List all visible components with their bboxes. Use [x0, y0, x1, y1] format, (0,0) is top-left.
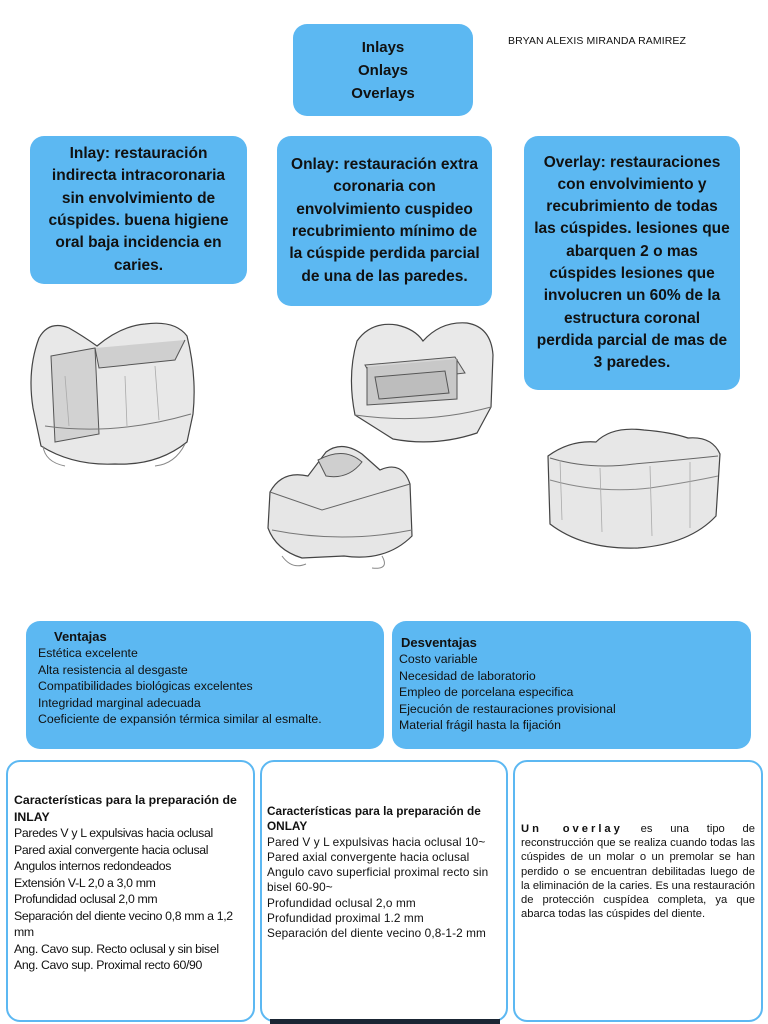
overlay-definition-box	[524, 136, 740, 390]
desventajas-list	[399, 651, 741, 733]
list-item: Ejecución de restauraciones provisional	[399, 701, 616, 716]
onlay-card-list	[267, 835, 498, 942]
list-item: Profundidad proximal 1.2 mm	[267, 911, 424, 926]
inlay-tooth-drawing	[25, 316, 197, 468]
list-item: Pared axial convergente hacia oclusal	[267, 849, 470, 864]
list-item: Ang. Cavo sup. Recto oclusal y sin bisel	[14, 941, 219, 956]
list-item: Pared axial convergente hacia oclusal	[14, 842, 209, 857]
ventajas-list	[38, 645, 374, 727]
onlay-tooth-drawing	[345, 315, 497, 445]
overlay-text: es una tipo de reconstrucción que se realiza cuando todas las cúspides de un molar o un premolar se han perdido o se encuentran debilitadas luego de la eliminación de la caries. Es una restauración de protección cuspídea completa, ya que abarca todas las cúspides del diente.	[521, 823, 755, 921]
list-item: Profundidad oclusal 2,0 mm	[14, 892, 158, 906]
overlay-definition: Overlay: restauraciones con envolvimiento y recubrimiento de todas las cúspides. lesiones que abarquen 2 o mas cúspides lesiones que involucren un 60% de la estructura coronal perdida parcial de mas de 3 paredes.	[534, 153, 730, 372]
title-line-onlays: Onlays	[357, 61, 409, 79]
list-item: Extensión V-L 2,0 a 3,0 mm	[14, 875, 156, 890]
list-item: Separación del diente vecino 0,8 mm a 1,2 mm	[14, 908, 233, 939]
list-item: Costo variable	[399, 652, 478, 667]
onlay-preparation-card	[260, 760, 508, 1022]
onlay-tooth-drawing-2	[262, 440, 416, 580]
list-item: Angulos internos redondeados	[14, 859, 172, 873]
inlay-card-title: Características para la preparación de INLAY	[14, 793, 237, 824]
list-item: Profundidad oclusal 2,o mm	[267, 895, 416, 910]
overlay-tooth-drawing	[540, 420, 724, 556]
inlay-definition-box	[30, 136, 247, 284]
list-item: Material frágil hasta la fijación	[399, 718, 561, 733]
inlay-definition: Inlay: restauración indirecta intracoronaria sin envolvimiento de cúspides. buena higiene oral baja incidencia en caries.	[48, 145, 229, 274]
title-line-inlays: Inlays	[361, 38, 405, 56]
list-item: Separación del diente vecino 0,8-1-2 mm	[267, 926, 486, 941]
desventajas-box	[392, 621, 751, 749]
list-item: Angulo cavo superficial proximal recto sin bisel 60-90~	[267, 865, 489, 895]
onlay-definition: Onlay: restauración extra coronaria con envolvimiento cuspideo recubrimiento mínimo de la cúspide perdida parcial de una de las paredes.	[289, 156, 480, 285]
list-item: Compatibilidades biológicas excelentes	[38, 679, 253, 694]
overlay-description-card	[513, 760, 763, 1022]
list-item: Empleo de porcelana especifica	[399, 685, 574, 700]
onlay-card-title: Características para la preparación de ONLAY	[267, 804, 481, 834]
desventajas-title: Desventajas	[401, 635, 477, 650]
list-item: Coeficiente de expansión térmica similar al esmalte.	[38, 712, 322, 727]
list-item: Estética excelente	[38, 646, 138, 661]
onlay-definition-box	[277, 136, 492, 306]
list-item: Necesidad de laboratorio	[399, 668, 536, 683]
inlay-preparation-card	[6, 760, 255, 1022]
list-item: Paredes V y L expulsivas hacia oclusal	[14, 826, 213, 840]
list-item: Pared V y L expulsivas hacia oclusal 10~	[267, 834, 486, 849]
list-item: Integridad marginal adecuada	[38, 695, 201, 710]
bottom-image-strip	[270, 1019, 500, 1024]
list-item: Alta resistencia al desgaste	[38, 662, 188, 677]
ventajas-box	[26, 621, 384, 749]
list-item: Ang. Cavo sup. Proximal recto 60/90	[14, 958, 203, 972]
ventajas-title: Ventajas	[54, 629, 107, 644]
title-line-overlays: Overlays	[351, 84, 415, 102]
author-name: BRYAN ALEXIS MIRANDA RAMIREZ	[508, 35, 687, 47]
inlay-card-list	[14, 825, 247, 974]
overlay-term: Un overlay	[521, 823, 623, 835]
overlay-description	[521, 822, 755, 921]
title-box	[293, 24, 473, 116]
